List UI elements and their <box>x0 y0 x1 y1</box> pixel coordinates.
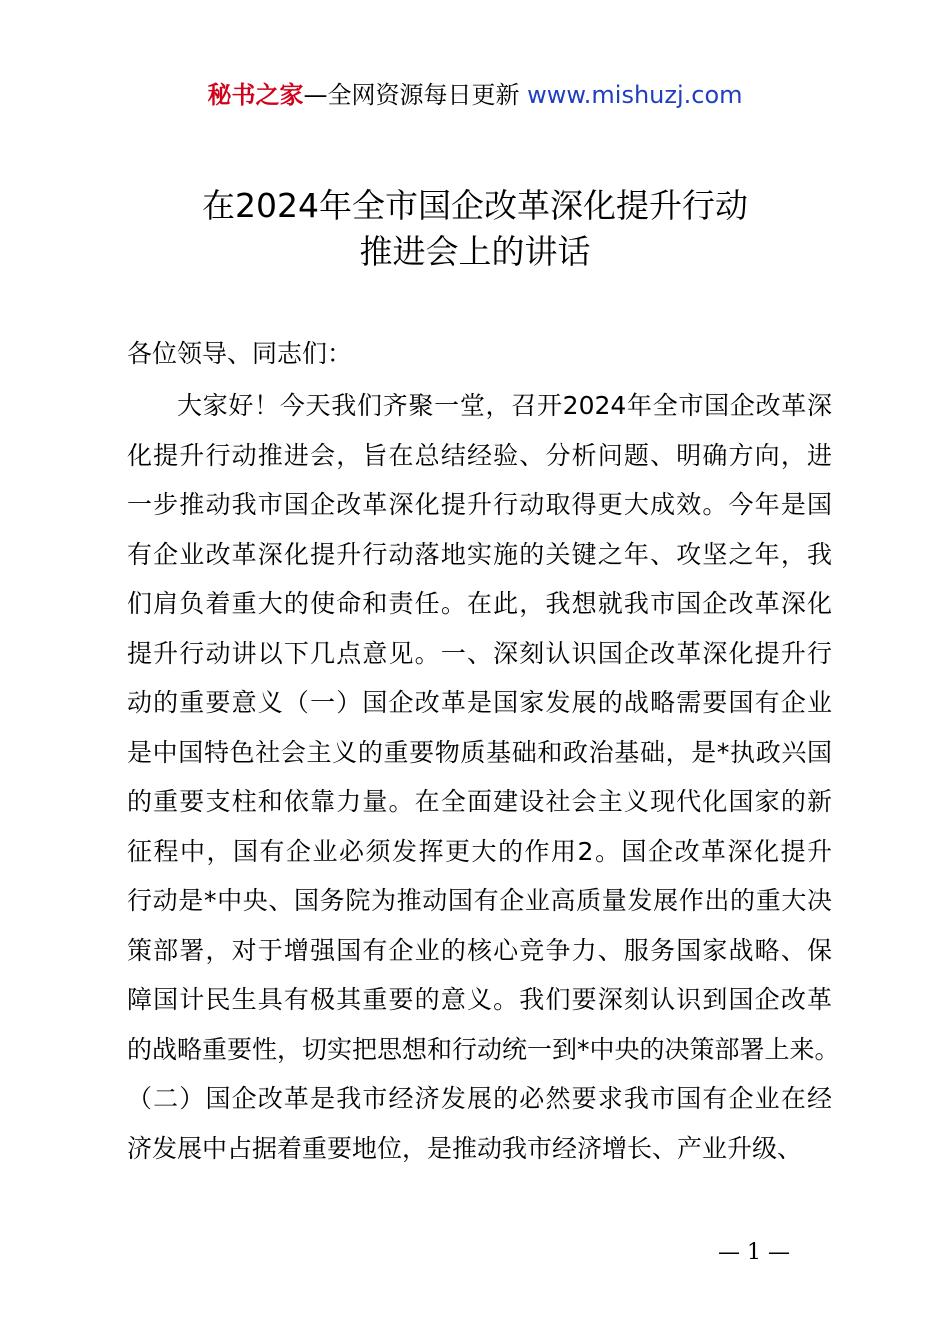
banner-tagline: —全网资源每日更新 <box>303 81 520 109</box>
salutation: 各位领导、同志们： <box>127 339 353 368</box>
body-line: 动的重要意义（一）国企改革是国家发展的战略需要国有企业 <box>127 688 832 717</box>
body-line: 行动是*中央、国务院为推动国有企业高质量发展作出的重大决 <box>127 886 832 915</box>
body-line: 策部署，对于增强国有企业的核心竞争力、服务国家战略、保 <box>127 935 832 965</box>
title-line-1: 在2024年全市国企改革深化提升行动 <box>202 186 748 225</box>
site-banner <box>0 78 950 112</box>
body-line: 障国计民生具有极其重要的意义。我们要深刻认识到国企改革 <box>127 985 832 1014</box>
body-line: 的重要支柱和依靠力量。在全面建设社会主义现代化国家的新 <box>127 787 832 816</box>
body-line: 是中国特色社会主义的重要物质基础和政治基础，是*执政兴国 <box>127 737 832 767</box>
body-line: （二）国企改革是我市经济发展的必然要求我市国有企业在经 <box>127 1084 832 1113</box>
site-url-link[interactable]: www.mishuzj.com <box>527 81 743 109</box>
body-line: 化提升行动推进会，旨在总结经验、分析问题、明确方向，进 <box>127 440 832 470</box>
body-line: 们肩负着重大的使命和责任。在此，我想就我市国企改革深化 <box>127 589 832 618</box>
document-title <box>0 183 950 275</box>
brand-name: 秘书之家 <box>207 81 304 109</box>
body-line: 有企业改革深化提升行动落地实施的关键之年、攻坚之年，我 <box>127 539 832 569</box>
title-line-2: 推进会上的讲话 <box>359 232 591 271</box>
body-line: 征程中，国有企业必须发挥更大的作用2。国企改革深化提升 <box>127 836 832 866</box>
page-number: — 1 — <box>718 1240 790 1265</box>
body-line: 的战略重要性，切实把思想和行动统一到*中央的决策部署上来。 <box>127 1034 840 1064</box>
document-body <box>127 387 840 1179</box>
body-line: 一步推动我市国企改革深化提升行动取得更大成效。今年是国 <box>127 490 832 519</box>
body-line: 大家好！今天我们齐聚一堂，召开2024年全市国企改革深 <box>177 391 832 420</box>
body-line: 提升行动讲以下几点意见。一、深刻认识国企改革深化提升行 <box>127 638 832 668</box>
body-line: 济发展中占据着重要地位，是推动我市经济增长、产业升级、 <box>127 1133 803 1163</box>
